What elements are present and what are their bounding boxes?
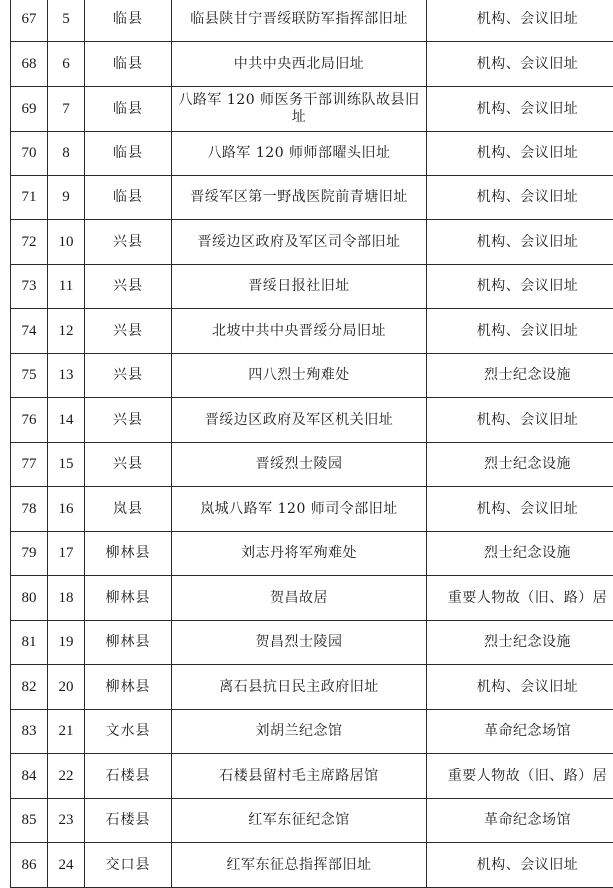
row-number-cell: 67 — [11, 0, 48, 42]
category-cell: 烈士纪念设施 — [427, 354, 613, 398]
row-number-cell: 70 — [11, 132, 48, 176]
county-cell: 柳林县 — [85, 576, 172, 621]
county-cell: 临县 — [85, 176, 172, 220]
site-name-cell: 刘胡兰纪念馆 — [172, 710, 427, 754]
table-row — [11, 621, 613, 665]
row-number-cell: 78 — [11, 487, 48, 532]
sub-number-cell: 7 — [48, 87, 85, 132]
sub-number-cell: 17 — [48, 532, 85, 576]
row-number-cell: 79 — [11, 532, 48, 576]
table-row — [11, 576, 613, 621]
county-cell: 临县 — [85, 42, 172, 87]
table-row — [11, 176, 613, 220]
county-cell: 柳林县 — [85, 665, 172, 710]
category-cell: 革命纪念场馆 — [427, 710, 613, 754]
category-cell: 机构、会议旧址 — [427, 132, 613, 176]
category-cell: 机构、会议旧址 — [427, 398, 613, 443]
sub-number-cell: 12 — [48, 309, 85, 354]
category-cell: 机构、会议旧址 — [427, 665, 613, 710]
sub-number-cell: 21 — [48, 710, 85, 754]
row-number-cell: 68 — [11, 42, 48, 87]
table-row — [11, 42, 613, 87]
category-cell: 机构、会议旧址 — [427, 265, 613, 309]
row-number-cell: 81 — [11, 621, 48, 665]
category-cell: 机构、会议旧址 — [427, 220, 613, 265]
sub-number-cell: 18 — [48, 576, 85, 621]
county-cell: 岚县 — [85, 487, 172, 532]
table-row — [11, 710, 613, 754]
category-cell: 机构、会议旧址 — [427, 176, 613, 220]
row-number-cell: 82 — [11, 665, 48, 710]
table-row — [11, 87, 613, 132]
category-cell: 重要人物故（旧、路）居 — [427, 576, 613, 621]
category-cell: 革命纪念场馆 — [427, 799, 613, 843]
sub-number-cell: 24 — [48, 843, 85, 888]
sub-number-cell: 19 — [48, 621, 85, 665]
table-row — [11, 265, 613, 309]
county-cell: 石楼县 — [85, 754, 172, 799]
row-number-cell: 86 — [11, 843, 48, 888]
sub-number-cell: 10 — [48, 220, 85, 265]
site-name-cell: 北坡中共中央晋绥分局旧址 — [172, 309, 427, 354]
county-cell: 兴县 — [85, 309, 172, 354]
row-number-cell: 85 — [11, 799, 48, 843]
site-name-cell: 晋绥烈士陵园 — [172, 443, 427, 487]
county-cell: 兴县 — [85, 354, 172, 398]
table-row — [11, 754, 613, 799]
row-number-cell: 74 — [11, 309, 48, 354]
site-name-cell: 晋绥军区第一野战医院前青塘旧址 — [172, 176, 427, 220]
row-number-cell: 71 — [11, 176, 48, 220]
row-number-cell: 72 — [11, 220, 48, 265]
row-number-cell: 80 — [11, 576, 48, 621]
table-row — [11, 220, 613, 265]
county-cell: 临县 — [85, 87, 172, 132]
category-cell: 烈士纪念设施 — [427, 621, 613, 665]
county-cell: 兴县 — [85, 443, 172, 487]
sub-number-cell: 14 — [48, 398, 85, 443]
table-row — [11, 0, 613, 42]
site-name-cell: 岚城八路军 120 师司令部旧址 — [172, 487, 427, 532]
sub-number-cell: 23 — [48, 799, 85, 843]
category-cell: 重要人物故（旧、路）居 — [427, 754, 613, 799]
table-row — [11, 843, 613, 888]
site-name-cell: 石楼县留村毛主席路居馆 — [172, 754, 427, 799]
table-row — [11, 443, 613, 487]
row-number-cell: 84 — [11, 754, 48, 799]
category-cell: 机构、会议旧址 — [427, 87, 613, 132]
category-cell: 机构、会议旧址 — [427, 309, 613, 354]
row-number-cell: 76 — [11, 398, 48, 443]
sub-number-cell: 20 — [48, 665, 85, 710]
site-name-cell: 刘志丹将军殉难处 — [172, 532, 427, 576]
county-cell: 石楼县 — [85, 799, 172, 843]
site-name-cell: 红军东征总指挥部旧址 — [172, 843, 427, 888]
site-name-cell: 离石县抗日民主政府旧址 — [172, 665, 427, 710]
row-number-cell: 83 — [11, 710, 48, 754]
site-name-cell: 红军东征纪念馆 — [172, 799, 427, 843]
sub-number-cell: 5 — [48, 0, 85, 42]
category-cell: 机构、会议旧址 — [427, 0, 613, 42]
category-cell: 机构、会议旧址 — [427, 843, 613, 888]
row-number-cell: 75 — [11, 354, 48, 398]
table-row — [11, 132, 613, 176]
county-cell: 兴县 — [85, 398, 172, 443]
sub-number-cell: 11 — [48, 265, 85, 309]
row-number-cell: 77 — [11, 443, 48, 487]
sub-number-cell: 16 — [48, 487, 85, 532]
county-cell: 临县 — [85, 132, 172, 176]
sub-number-cell: 15 — [48, 443, 85, 487]
site-name-cell: 临县陕甘宁晋绥联防军指挥部旧址 — [172, 0, 427, 42]
site-name-cell: 贺昌烈士陵园 — [172, 621, 427, 665]
county-cell: 兴县 — [85, 220, 172, 265]
sub-number-cell: 9 — [48, 176, 85, 220]
county-cell: 交口县 — [85, 843, 172, 888]
county-cell: 柳林县 — [85, 621, 172, 665]
table-row — [11, 309, 613, 354]
row-number-cell: 73 — [11, 265, 48, 309]
site-name-cell: 贺昌故居 — [172, 576, 427, 621]
category-cell: 机构、会议旧址 — [427, 42, 613, 87]
site-name-cell: 晋绥边区政府及军区机关旧址 — [172, 398, 427, 443]
table-row — [11, 398, 613, 443]
category-cell: 烈士纪念设施 — [427, 443, 613, 487]
table-row — [11, 354, 613, 398]
sites-table — [10, 0, 613, 888]
table-row — [11, 532, 613, 576]
county-cell: 兴县 — [85, 265, 172, 309]
county-cell: 文水县 — [85, 710, 172, 754]
sub-number-cell: 22 — [48, 754, 85, 799]
sites-table-body — [11, 0, 613, 888]
row-number-cell: 69 — [11, 87, 48, 132]
site-name-cell: 中共中央西北局旧址 — [172, 42, 427, 87]
table-row — [11, 799, 613, 843]
category-cell: 机构、会议旧址 — [427, 487, 613, 532]
category-cell: 烈士纪念设施 — [427, 532, 613, 576]
site-name-cell: 晋绥日报社旧址 — [172, 265, 427, 309]
site-name-cell: 八路军 120 师师部曜头旧址 — [172, 132, 427, 176]
table-row — [11, 487, 613, 532]
sub-number-cell: 6 — [48, 42, 85, 87]
site-name-cell: 晋绥边区政府及军区司令部旧址 — [172, 220, 427, 265]
county-cell: 临县 — [85, 0, 172, 42]
sub-number-cell: 8 — [48, 132, 85, 176]
table-row — [11, 665, 613, 710]
county-cell: 柳林县 — [85, 532, 172, 576]
site-name-cell: 八路军 120 师医务干部训练队故县旧址 — [172, 87, 427, 132]
site-name-cell: 四八烈士殉难处 — [172, 354, 427, 398]
sub-number-cell: 13 — [48, 354, 85, 398]
